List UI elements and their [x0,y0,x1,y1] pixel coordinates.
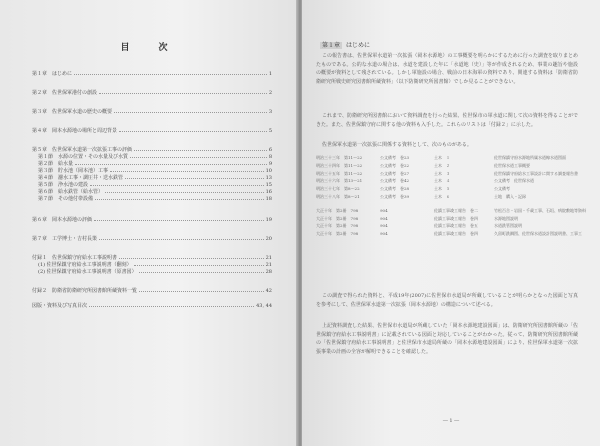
list-cell: 公文備考 佐世保水道 [494,178,534,184]
toc-dot-leader [114,109,267,113]
toc-entry-label: 第７章 工学博士・吉村長策 [32,236,98,242]
toc-dot-leader [130,154,267,158]
list-cell: 公文備考 [494,186,510,192]
list-cell: 明治三十五年 第11〜22 [316,170,363,176]
list-cell: 佐鎮工事竣工報告 巻二 [434,207,478,213]
toc-entry-label: 付録２ 防衛省防衛研究所図書館所蔵資料一覧 [32,288,138,294]
list-cell: 大正十年 第2冊 798 [316,231,359,237]
list-cell: 明治三十八年 第8〜21 [316,193,360,199]
list-cell: 大正十年 第2冊 798 [316,223,359,229]
list-item [316,186,578,194]
list-cell: 土木 １ [434,155,450,160]
toc-entry-label: 第５章 佐世保軍水道第一次拡張工事の評価 [32,147,133,153]
list-cell: 佐鎮工事竣工報告 巻五 [434,223,478,229]
toc-dot-leader [90,182,264,186]
toc-entry [32,268,272,275]
toc-entry [32,181,272,188]
toc-entry [32,235,272,242]
toc-entry [32,153,272,160]
list-cell: 土木 ４ [434,178,450,184]
toc-dot-leader [99,90,267,94]
toc-entry-page: 20 [265,236,272,242]
toc-entry-label: (2) 佐世保鎮守府給水工事説明書（原書図） [38,269,137,275]
toc-entry [32,127,272,134]
list-cell: 土木 ３ [434,170,450,176]
toc-entry-page: 9 [268,161,272,167]
list-cell: 公文備考 巻28 [380,186,410,192]
list-cell: 土木 ２ [434,162,450,168]
list-cell: 公文備考 巻39 [380,193,410,199]
table-of-contents [32,70,272,309]
chapter-title: はじめに [346,42,371,49]
list-cell: 大正十年 第2冊 798 [316,215,359,221]
toc-entry-label: 第１章 はじめに [32,71,73,77]
list-cell: 土木 ５ [434,186,450,192]
list-cell: 公文備考 巻23 [380,155,410,160]
toc-entry-label: 第６章 岡本水源地の評価 [32,217,93,223]
list-item [316,223,578,231]
list-cell: 明治三十三年 第11〜22 [316,155,363,160]
toc-entry-page: 42 [265,288,272,294]
list-cell: 公文備考 巻42 [380,178,410,184]
list-cell: 明治三十七年 第8〜22 [316,186,360,192]
list-item [316,194,578,202]
page-number: ― 1 ― [442,418,460,424]
paragraph-sources: 佐世保軍水道第一次拡張に関係する資料として、次のものがある。 [322,142,472,148]
toc-entry-page: 21 [265,262,272,268]
toc-entry [32,146,272,153]
toc-dot-leader [110,168,264,172]
toc-entry [32,302,272,309]
list-cell: 土地 購入・記録 [494,193,526,199]
toc-entry-page: 6 [268,147,272,153]
toc-entry-label: 第７節 その他付帯設備 [38,196,94,202]
toc-entry [32,167,272,174]
list-cell: 公文備考 巻22 [380,162,410,168]
toc-entry [32,254,272,261]
toc-dot-leader [89,303,254,307]
toc-entry-page: 21 [265,255,272,261]
list-cell: 904 [380,215,388,221]
paragraph-intro: この報告書は、佐世保軍水道第一次拡張（岡本水源地）の工事概要を明らかにするために行った調査を取りまとめたものである。公的な水道の場合は、水道を建設した年に「水道地（史）」等が作成されるため、事業の趣旨や施設の概要が資料として残されている。しかし軍施設の場合、戦前の日本海軍の資料であり、関連する資料は「防衛省防衛研究所戦史研究図書館所蔵資料」（以下防衛研究所図書館）でしか見ることができない。 [316,53,578,85]
list-cell: 佐鎮工事竣工報告 巻四 [434,231,478,237]
toc-entry [32,160,272,167]
chapter-number: 第１章 [322,42,341,49]
toc-entry [32,216,272,223]
list-cell: 904 [380,223,388,229]
toc-entry-page: 16 [265,189,272,195]
toc-dot-leader [74,71,267,75]
list-cell: 公文備考 巻27 [380,170,410,176]
paragraph-structure: この調査で得られた資料と、平成19年(2007)に佐世保市水道局が所蔵していることが明らかとなった図面と写真を参考にして、佐世保軍水道第一次拡張（岡本水源地）の構造について述べる。 [316,293,578,308]
list-cell: 904 [380,231,388,237]
left-page [0,0,298,446]
list-cell: 土木 ６ [434,193,450,199]
toc-entry-label: 第４節 濾水工事・調圧井・送水鉄管 [38,175,124,181]
list-cell: 水道鉄管図説明 [494,223,522,229]
toc-entry [32,89,272,96]
list-item [316,207,586,216]
toc-entry-page: 13 [265,175,272,181]
toc-entry-page: 15 [265,182,272,188]
toc-dot-leader [119,255,264,259]
toc-entry-label: 第２節 給水量 [38,161,74,167]
list-cell: 明治三十四年 第11〜22 [316,162,363,168]
chapter-heading [320,40,370,49]
toc-entry-page: 10 [265,168,272,174]
toc-entry-label: 第４章 岡本水源地の場所と周辺背景 [32,128,118,134]
toc-entry-label: 付録１ 佐世保鎮守府給水工事説明書 [32,255,118,261]
list-cell: 904 [380,207,388,213]
toc-entry-page: 5 [268,128,272,134]
list-item [316,155,578,163]
toc-entry-label: 第３節 貯水池（岡本池）工事 [38,168,109,174]
list-cell: 佐世保鎮守府水源地所属水道線水道図面 [494,155,566,160]
list-cell: 大正十年 第2冊 798 [316,207,359,213]
toc-entry-page: 18 [265,196,272,202]
list-cell: 佐鎮工事竣工報告 巻四 [434,215,478,221]
toc-dot-leader [75,161,267,165]
toc-entry [32,287,272,294]
paragraph-conclusion: 上記資料調査した結果、佐世保市水道局が所蔵していた「岡本水源地建設図面」は、防衛研究所図書館所蔵の「佐世保鎮守府給水工事説明書」に記載されている図面と対応していることがわかった。従って、防衛研究所図書館所蔵の「佐世保鎮守府給水工事説明書」と佐世保市水道局所蔵の「岡本水源地建設図面」により、佐世保軍水道第一次拡張事業の計画の全容が解明できることを確認した。 [316,323,578,355]
toc-entry-page: 2 [268,90,272,96]
toc-entry [32,108,272,115]
toc-dot-leader [134,262,264,266]
toc-entry [32,195,272,202]
list-cell: 佐世保水道工事概要 [494,162,530,168]
toc-dot-leader [99,236,264,240]
toc-entry-label: (1) 佐世保鎮守府給水工事説明書（翻刻） [38,262,132,268]
toc-entry [32,188,272,195]
toc-dot-leader [95,196,264,200]
toc-entry-page: 28 [265,269,272,275]
list-item [316,163,578,171]
toc-entry-label: 第３章 佐世保軍水道の歴史の概要 [32,109,113,115]
toc-title: 目 次 [120,43,178,53]
toc-dot-leader [105,189,264,193]
list-cell: 佐世保鎮守府給水工事設計に関する調査報告書 [494,170,578,176]
list-item [316,231,582,239]
toc-entry-page: 19 [265,217,272,223]
toc-entry [32,70,272,77]
toc-entry-label: 第２章 佐世保軍港付の創設 [32,90,98,96]
list-cell: 竹松百合・岩国・千歳工事、石垣、病院敷地等資料 [494,207,586,213]
list-cell: 久留町鉄鋼図、佐世保水道設計図説明書、工事工 [494,231,582,237]
toc-entry [32,174,272,181]
toc-dot-leader [94,217,264,221]
toc-dot-leader [125,175,264,179]
paragraph-survey: これまで、防衛研究所図書館において資料調査を行った結果、佐世保市の軍水道に関して次の資料を得ることができた。また、佐世保鎮守府に関する他の資料も入手した。これらのリストは「付録２」に示した。 [316,113,578,128]
list-cell: 水源地図説明 [494,215,518,221]
toc-entry-label: 第５節 浄水池の建設 [38,182,89,188]
toc-dot-leader [139,288,264,292]
toc-entry-page: 8 [268,154,272,160]
toc-dot-leader [139,269,264,273]
toc-entry-page: 1 [268,71,272,77]
toc-entry-page: 3 [268,109,272,115]
toc-entry-label: 図版・資料及び写真目次 [32,303,88,309]
toc-entry [32,261,272,268]
toc-entry-label: 第６節 給水鉄管（給水管） [38,189,104,195]
list-cell: 明治三十六年 第13〜21 [316,178,363,184]
document-list [316,155,586,239]
toc-dot-leader [134,147,267,151]
toc-entry-page: 43, 44 [256,303,272,309]
toc-entry-label: 第１節 水源の位置・その水量及び水質 [38,154,129,160]
toc-dot-leader [119,128,267,132]
